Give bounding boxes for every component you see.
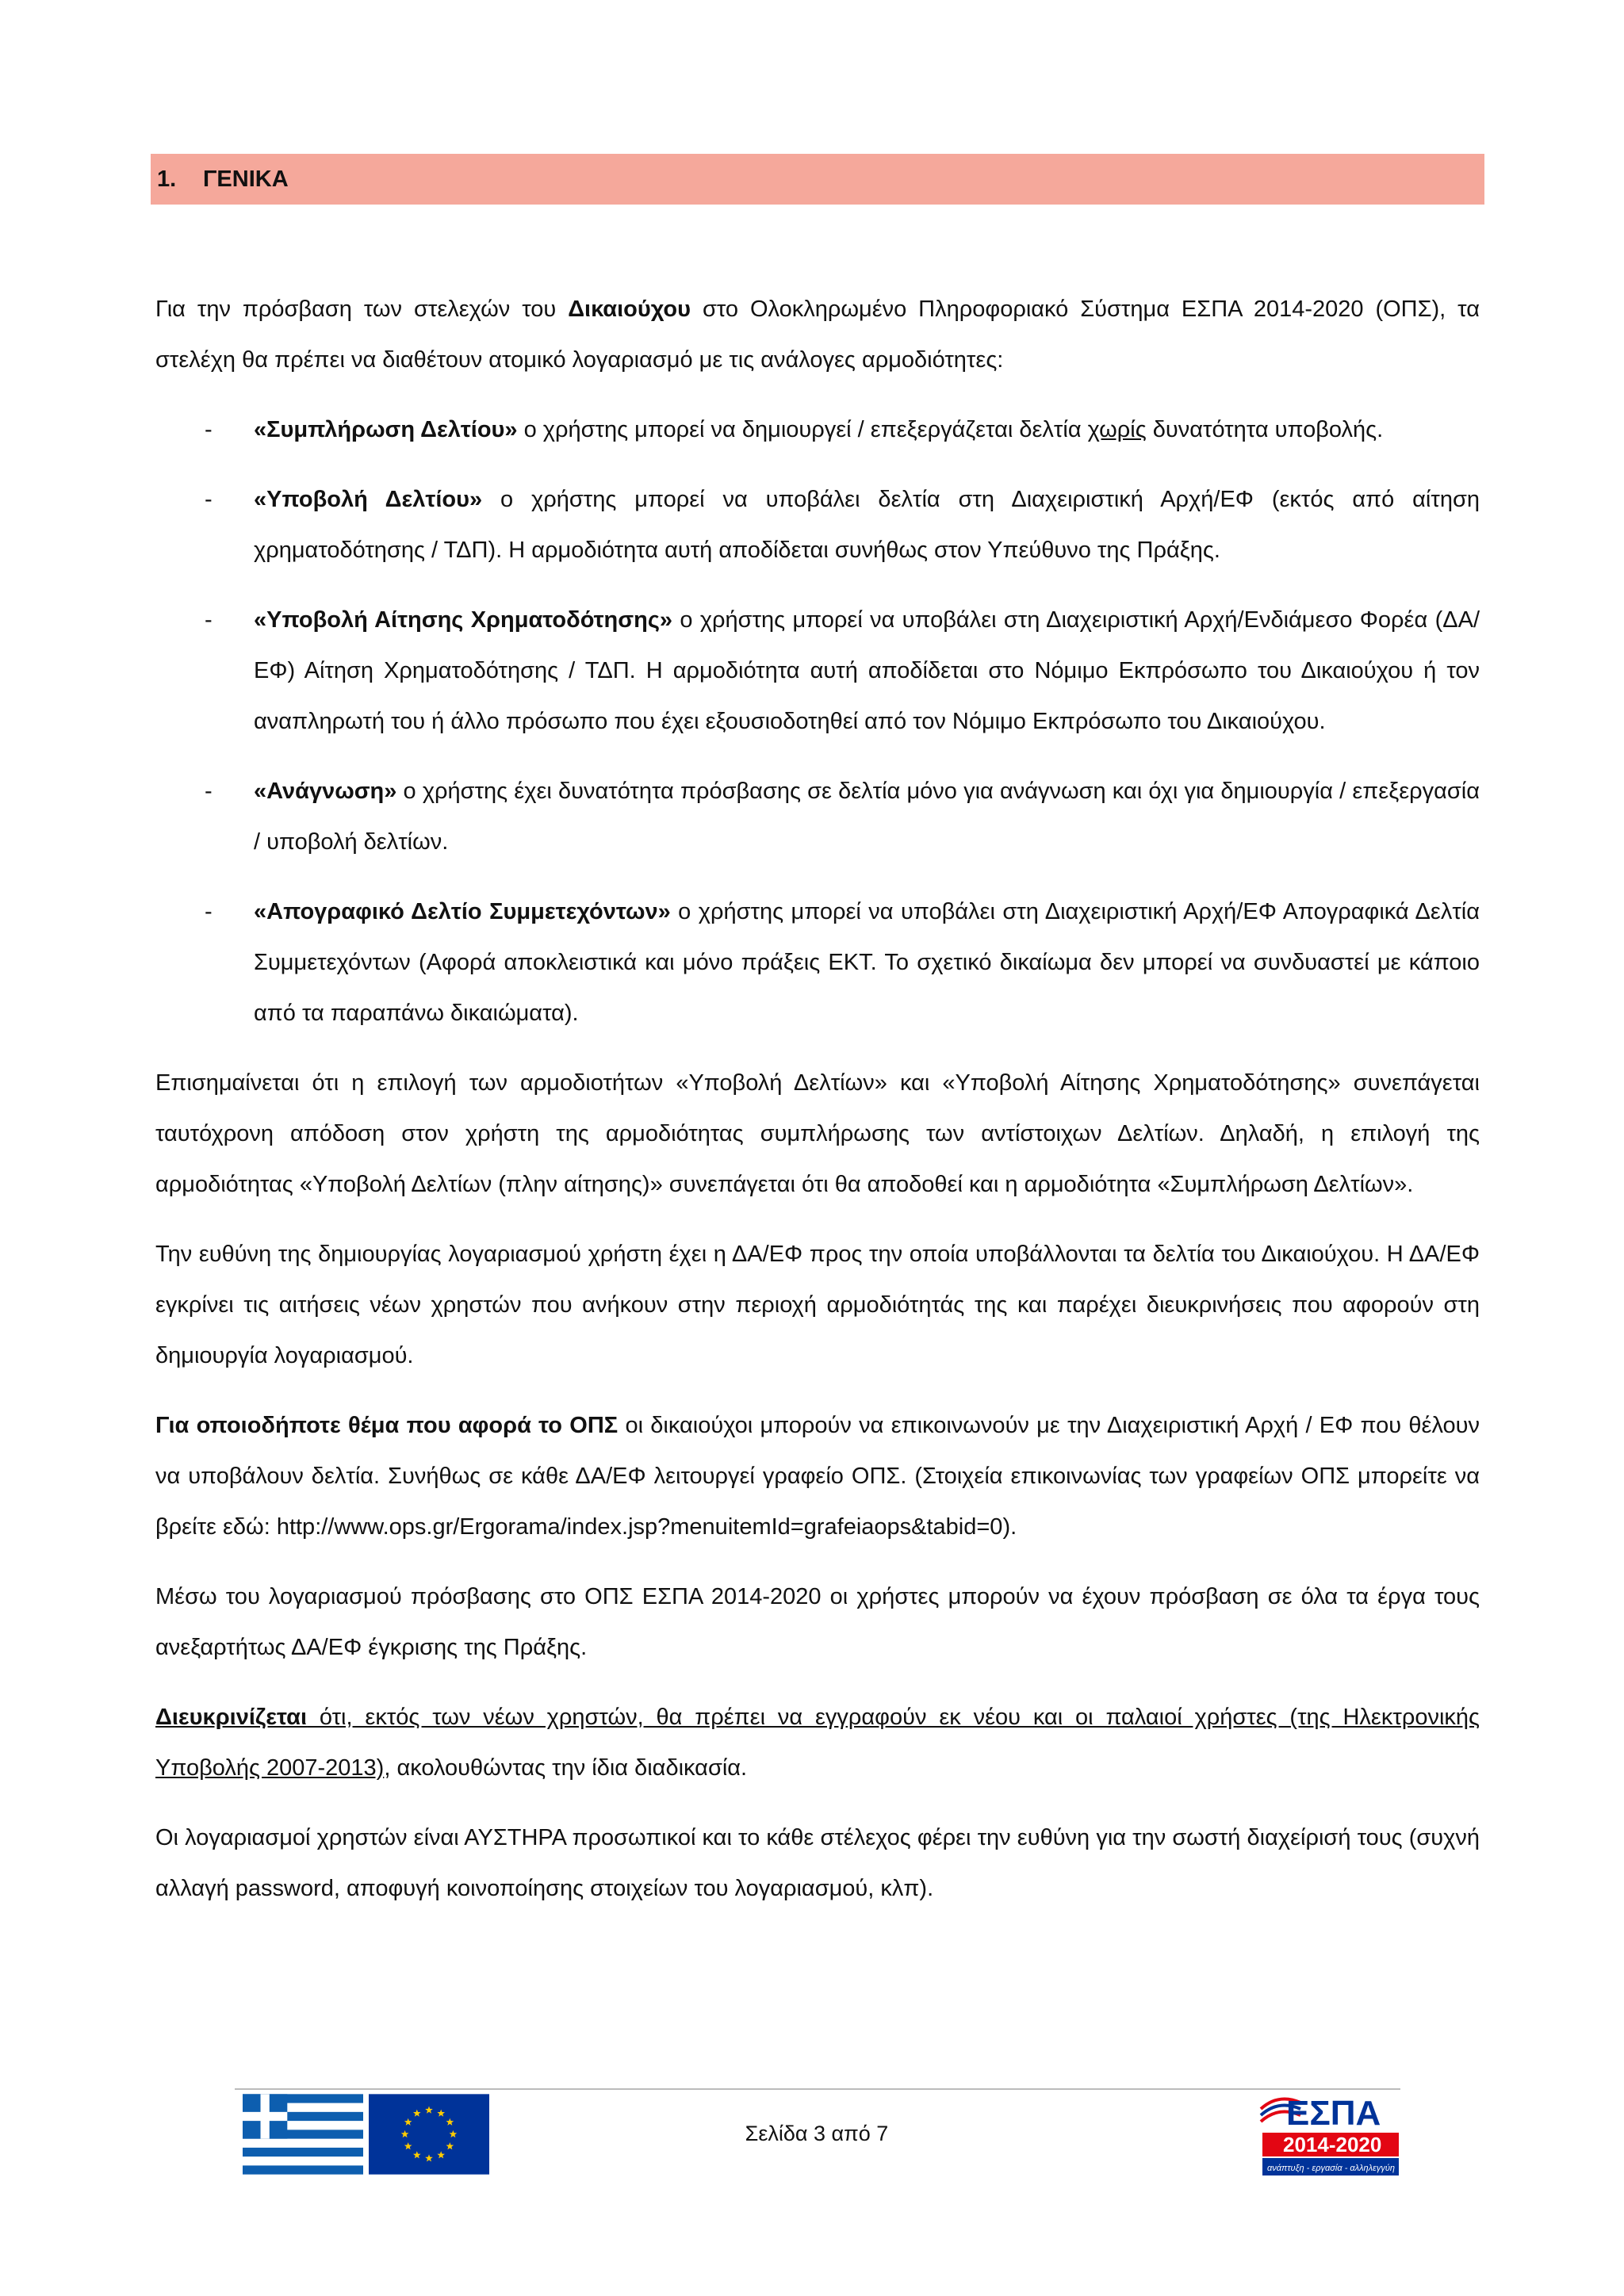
permission-desc: ο χρήστης μπορεί να υποβάλει δελτία στη Διαχειριστική Αρχή/ΕΦ (εκτός από αίτηση χρηματοδότησης / ΤΔΠ). Η αρμοδιότητα αυτή αποδίδεται συνήθως στον Υπεύθυνο της Πράξης. [254,487,1480,563]
permission-list [155,404,1480,1039]
list-dash: - [205,487,213,512]
section-number: 1. [157,166,177,192]
intro-text-start: Για την πρόσβαση των στελεχών του [155,297,569,322]
list-item [155,404,1480,455]
list-dash: - [205,417,213,442]
espa-tagline: ανάπτυξη - εργασία - αλληλεγγύη [1267,2164,1396,2173]
ops-contact-text: οι δικαιούχοι μπορούν να επικοινωνούν με την Διαχειριστική Αρχή / ΕΦ που θέλουν να υποβάλουν δελτία. Συνήθως σε κάθε ΔΑ/ΕΦ λειτουργεί γραφείο ΟΠΣ. (Στοιχεία επικοινωνίας των γραφείων ΟΠΣ μπορείτε να βρείτε εδώ: http://www.ops.gr/Ergorama/index.jsp?menuitemId=grafeiaops&tabid=0). [155,1413,1480,1540]
underlined-word: χωρίς [1087,417,1147,442]
accounts-paragraph: Οι λογαριασμοί χρηστών είναι ΑΥΣΤΗΡΑ προσωπικοί και το κάθε στέλεχος φέρει την ευθύνη για την σωστή διαχείρισή τους (συχνή αλλαγή password, αποφυγή κοινοποίησης στοιχείων του λογαριασμού, κλπ). [155,1825,1480,1901]
clarification-text: , ακολουθώντας την ίδια διαδικασία. [384,1755,748,1781]
espa-title: ΕΣΠΑ [1286,2094,1381,2133]
permission-name: «Υποβολή Δελτίου» [254,487,483,512]
permission-name: «Υποβολή Αίτησης Χρηματοδότησης» [254,607,673,633]
section-heading [151,154,1484,205]
list-item [155,595,1480,747]
section-title: ΓΕΝΙΚΑ [203,166,289,192]
responsibility-paragraph: Την ευθύνη της δημιουργίας λογαριασμού χρήστη έχει η ΔΑ/ΕΦ προς την οποία υποβάλλονται τα δελτία του Δικαιούχου. Η ΔΑ/ΕΦ εγκρίνει τις αιτήσεις νέων χρηστών που ανήκουν στην περιοχή αρμοδιότητάς της και παρέχει διευκρινήσεις που αφορούν στη δημιουργία λογαριασμού. [155,1242,1480,1368]
permission-desc: ο χρήστης μπορεί να υποβάλει στη Διαχειριστική Αρχή/Ενδιάμεσο Φορέα (ΔΑ/ΕΦ) Αίτηση Χρηματοδότησης / ΤΔΠ. Η αρμοδιότητα αυτή αποδίδεται στο Νόμιμο Εκπρόσωπο του Δικαιούχου ή τον αναπληρωτή του ή άλλο πρόσωπο που έχει εξουσιοδοτηθεί από τον Νόμιμο Εκπρόσωπο του Δικαιούχου. [254,607,1480,734]
espa-logo-icon [1254,2085,1405,2179]
permission-desc: ο χρήστης μπορεί να δημιουργεί / επεξεργάζεται δελτία [517,417,1088,442]
permission-desc: ο χρήστης έχει δυνατότητα πρόσβασης σε δελτία μόνο για ανάγνωση και όχι για δημιουργία / επεξεργασία / υποβολή δελτίων. [254,779,1480,855]
permission-name: «Συμπλήρωση Δελτίου» [254,417,518,442]
permission-desc: ο χρήστης μπορεί να υποβάλει στη Διαχειριστική Αρχή/ΕΦ Απογραφικά Δελτία Συμμετεχόντων (Αφορά αποκλειστικά και μόνο πράξεις ΕΚΤ. Το σχετικό δικαίωμα δεν μπορεί να συνδυαστεί με κάποιο από τα παραπάνω δικαιώματα). [254,899,1480,1026]
permission-name: «Ανάγνωση» [254,779,397,804]
greek-flag-icon [243,2094,363,2175]
permission-desc-end: δυνατότητα υποβολής. [1146,417,1384,442]
clarification-underlined-text: ότι, εκτός των νέων χρηστών, θα πρέπει να εγγραφούν εκ νέου και οι παλαιοί χρήστες (της Ηλεκτρονικής Υποβολής 2007-2013) [155,1705,1480,1781]
list-dash: - [205,607,213,633]
clarification-paragraph [155,1692,1480,1793]
ops-bold-lead: Για οποιοδήποτε θέμα που αφορά το ΟΠΣ [155,1413,619,1438]
note-paragraph: Επισημαίνεται ότι η επιλογή των αρμοδιοτήτων «Υποβολή Δελτίων» και «Υποβολή Αίτησης Χρηματοδότησης» συνεπάγεται ταυτόχρονη απόδοση στον χρήστη της αρμοδιότητας συμπλήρωσης των αντίστοιχων Δελτίων. Δηλαδή, η επιλογή της αρμοδιότητας «Υποβολή Δελτίων (πλην αίτησης)» συνεπάγεται ότι θα αποδοθεί και η αρμοδιότητα «Συμπλήρωση Δελτίων». [155,1070,1480,1197]
clarification-underlined [155,1705,1480,1781]
eu-flag-icon [369,2094,489,2175]
list-dash: - [205,899,213,924]
document-body [155,284,1480,1933]
ops-contact-paragraph [155,1400,1480,1552]
list-item [155,766,1480,867]
list-item [155,474,1480,576]
intro-bold-term: Δικαιούχου [568,297,691,322]
espa-years: 2014-2020 [1283,2133,1382,2156]
access-paragraph: Μέσω του λογαριασμού πρόσβασης στο ΟΠΣ ΕΣΠΑ 2014-2020 οι χρήστες μπορούν να έχουν πρόσβαση σε όλα τα έργα τους ανεξαρτήτως ΔΑ/ΕΦ έγκρισης της Πράξης. [155,1584,1480,1660]
page-number: Σελίδα 3 από 7 [745,2122,889,2145]
list-dash: - [205,779,213,804]
footer-divider [235,2088,1400,2090]
intro-text-end: στο Ολοκληρωμένο Πληροφοριακό Σύστημα ΕΣΠΑ 2014-2020 (ΟΠΣ), τα στελέχη θα πρέπει να διαθέτουν ατομικό λογαριασμό με τις ανάλογες αρμοδιότητες: [155,297,1480,373]
clarification-bold: Διευκρινίζεται [155,1705,308,1730]
permission-name: «Απογραφικό Δελτίο Συμμετεχόντων» [254,899,671,924]
intro-paragraph [155,284,1480,385]
list-item [155,886,1480,1039]
